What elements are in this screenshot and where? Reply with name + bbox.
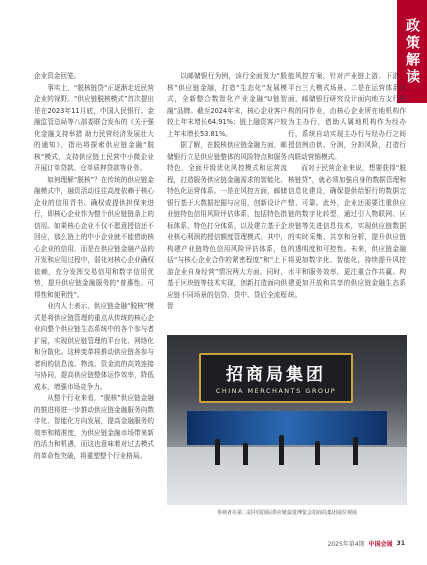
- section-label: 政策解读: [404, 17, 420, 86]
- paragraph: 事实上，“脱核链贷”正逐渐走近民营企业的视野。“供应链脱核模式”首次提出是在2023年11月底，中国人民银行、金融监管总局等八部委联合发布的《关于强化金融支持举措 助力民营经济发展壮大的通知》，指出将探索供应链金融“脱核”模式，支持供应链上民营中小微企业开展订单贷款、仓单质押贷款等业务。: [34, 83, 154, 172]
- visitor-figure: [215, 439, 220, 465]
- paragraph: 能风控方案，针对产业链上游、下游、平台三大模式场景。二是在运营体系方面，邮储银行研究设计面向地方支行机构的同作业，由核心企业所在地机构作为主办行，借助人属地机构作为经办行，系统自动实现主办行与经办行之间授信例由供、分润，分担风险，打造行内联动营销模式。: [288, 72, 406, 161]
- visitor-figure: [243, 443, 248, 465]
- visitor-figure: [353, 437, 358, 465]
- photo-caption: 参观者在第二届中国国际供应链促进博览会招商局集团展位观展: [216, 510, 357, 516]
- booth-sign: [199, 353, 353, 403]
- expo-booth-photo: [167, 335, 407, 505]
- paragraph: 据了解，在脱核供应链金融方面，邮储银行立足供应链整体的风险特点和服务特色，全面升级优化风控模式和运营流程，打造服务供应链金融需求的智能化、特色化运营体系。一是在风控方面，邮储银行基于大数据挖掘与应用，创新设计产业链特色信用风险评估体系，包括特色指标体系、特色打分体系，以及建立基于企业核心利润的授信额度管理模式。其中，构建产业链特色信用风险评估体系，包括“与核心企业合作的紧密程度”和“上下游企业自身经营”情况两大方面。同时，基于区块链等技术实现，创新打造面向供应链不同场景的信贷、贷中、贷后全流程智: [167, 141, 287, 310]
- booth-sign-cn: 招商局集团: [226, 365, 326, 385]
- paragraph: 而对于民营企业来说，想要获得“脱核链贷”，就必须加强自身的数据管理和信息化建设，确保提供给银行的数据完整、可靠。此外，企业还需要注重供应链的数字化转型，通过引入物联网、区块链等先进信息技术，实现供应链数据的实时采集、共享和分析，提升供应链的透明度和可控性。未来，供应链金融将更加数字化、智能化，持续提升风控水平和服务效率，更注重合作共赢。构建更加开放和共享的供应链金融生态系统。: [288, 164, 406, 299]
- column-1: [34, 71, 154, 462]
- paragraph: 业内人士表示，供应链金融“脱核”模式是将供应链管理的重点从传统的核心企业向整个供应链生态系统中的各个参与者扩展，实现供应链管理的平台化、网络化和分散化。这种变革将推动供应链各参与者间的信息流、物流、资金流的高效连接与协同，提高供应链整体运作效率，降低成本，增强市场竞争力。: [34, 302, 154, 391]
- visitor-figure: [315, 441, 320, 465]
- paragraph: 从整个行业来看，“脱核”供应链金融的推进将进一步推动供应链金融服务向数字化、智能化方向发展，提高金融服务的效率和精准度，为供应链金融市场带来新的活力和机遇，而这也意味着对过去模式的革命性突破，将重塑整个行业格局。: [34, 394, 154, 460]
- magazine-brand: 中国会展: [368, 541, 393, 548]
- page-number: 31: [396, 540, 405, 547]
- column-3: [288, 71, 406, 301]
- page-footer: [328, 539, 405, 548]
- column-2: [167, 71, 287, 313]
- booth-floor: [167, 447, 407, 505]
- paragraph: 以邮储银行为例，该行全面发力“脱核”供应链金融，打造“生态化”发展模式，全新整合数智化产业金融“U链智融”品牌。截至2024年末，核心企业客户较上年末增长64.91%；链上融资客户较上年末增长53.81%。: [167, 72, 287, 138]
- visitor-figure: [279, 435, 284, 465]
- paragraph: 企业资金回笼。: [34, 72, 81, 80]
- issue-label: 2025年第4期: [327, 541, 365, 548]
- booth-sign-en: CHINA MERCHANTS GROUP: [215, 387, 337, 395]
- paragraph: 如何理解“脱核”？在传统的供应链金融模式中，融资活动往往高度依赖于核心企业的信用背书、确权或提供担保来进行，即核心企业作为整个供应链链条上的信用。如果核心企业不仅不愿意授信还不回应，那么链上的中小企业就不能借助核心企业的信用，而是在供应链金融产品的开发和应用过程中，弱化对核心企业确权依赖，充分发挥交易信用和数字信用优势，提升供应链金融服务的“普惠性、可得性和便利性”。: [34, 175, 154, 299]
